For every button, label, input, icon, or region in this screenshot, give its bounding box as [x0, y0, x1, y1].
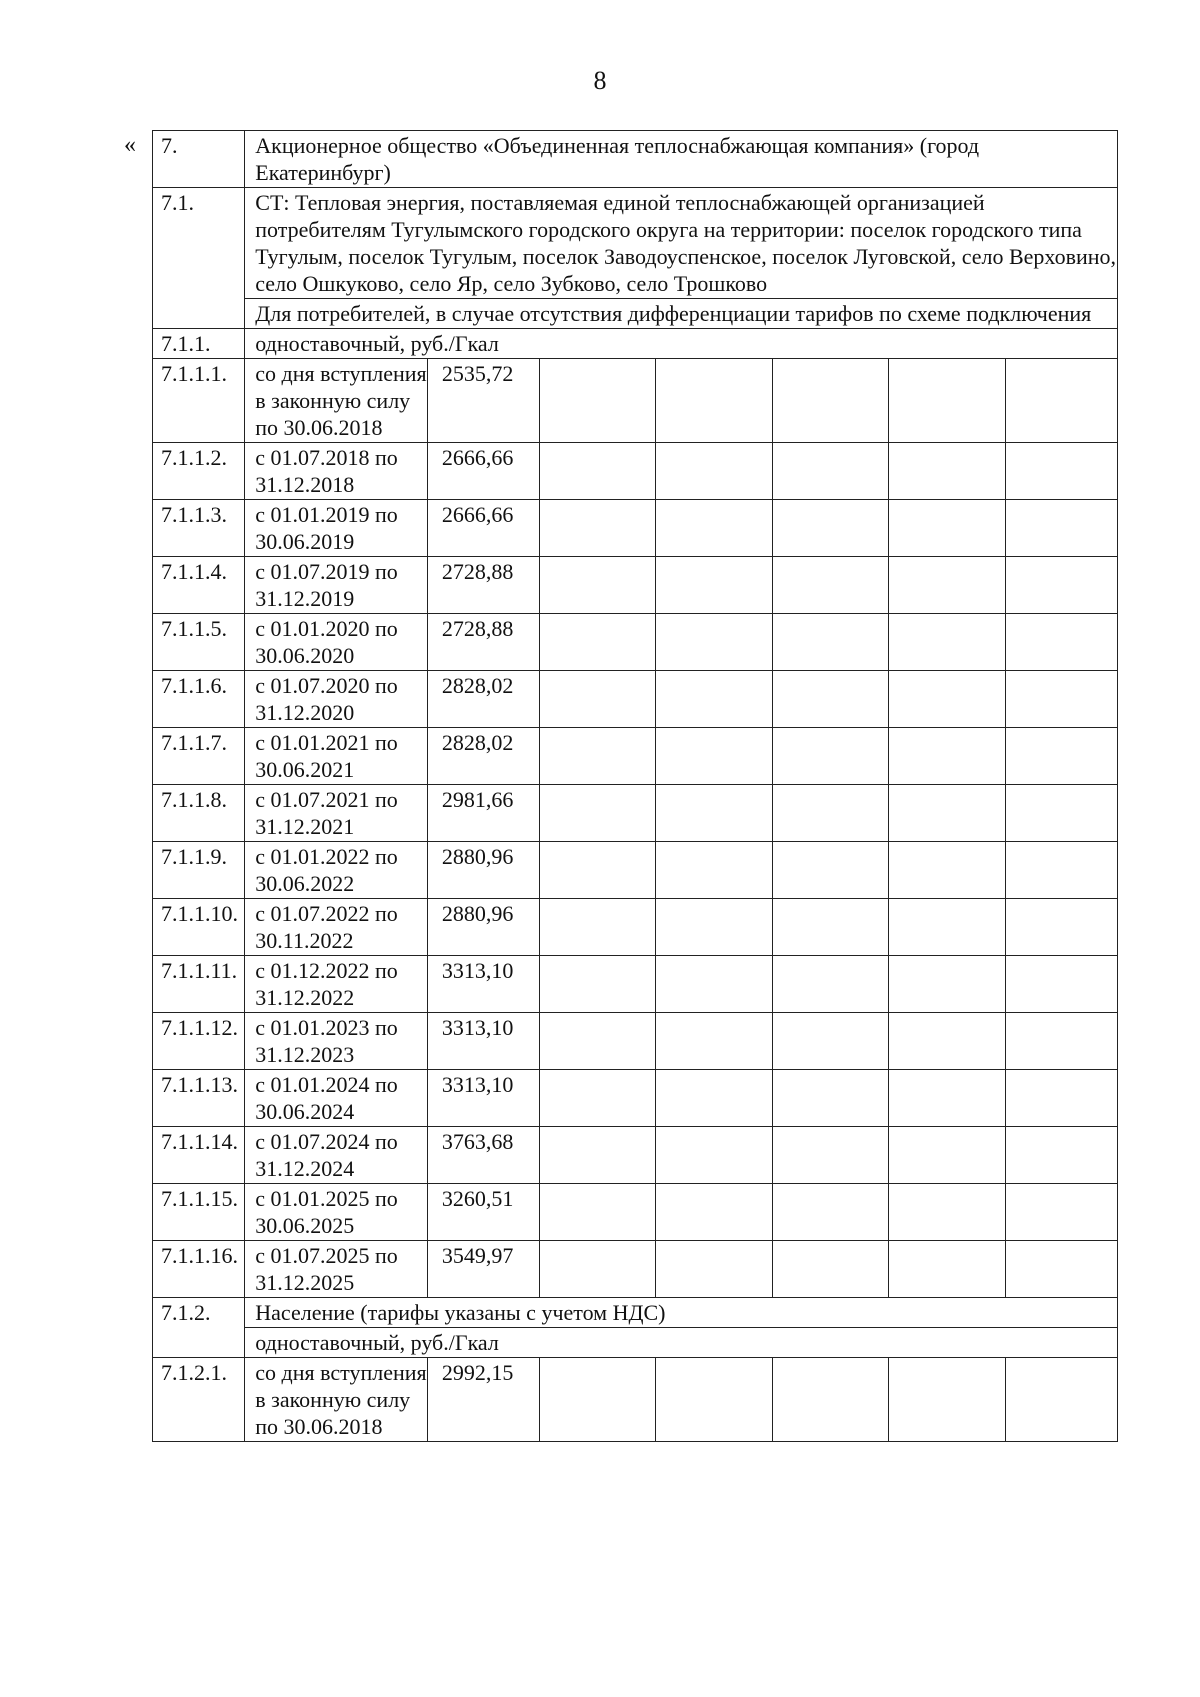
empty-cell	[1005, 1127, 1117, 1184]
consumers-note-row	[153, 299, 1118, 329]
tariff-row	[153, 1184, 1118, 1241]
row-period: с 01.07.2024 по 31.12.2024	[245, 1127, 428, 1184]
row-period: с 01.12.2022 по 31.12.2022	[245, 956, 428, 1013]
tariff-row	[153, 785, 1118, 842]
empty-cell	[772, 1070, 888, 1127]
row-value: 2981,66	[427, 785, 539, 842]
tariff-row	[153, 671, 1118, 728]
tariff-row	[153, 1358, 1118, 1442]
group1-label: одноставочный, руб./Гкал	[245, 329, 1118, 359]
row-period: с 01.01.2023 по 31.12.2023	[245, 1013, 428, 1070]
empty-cell	[889, 1127, 1005, 1184]
empty-cell	[656, 671, 772, 728]
tariff-row	[153, 1013, 1118, 1070]
row-number: 7.1.1.13.	[153, 1070, 245, 1127]
row-number: 7.1.1.5.	[153, 614, 245, 671]
empty-cell	[1005, 671, 1117, 728]
subsection-row	[153, 188, 1118, 299]
row-value: 3260,51	[427, 1184, 539, 1241]
row-value: 2728,88	[427, 614, 539, 671]
tariff-row	[153, 1070, 1118, 1127]
row-value: 3313,10	[427, 1013, 539, 1070]
empty-cell	[889, 728, 1005, 785]
empty-cell	[540, 728, 656, 785]
empty-cell	[656, 1127, 772, 1184]
row-number: 7.1.1.12.	[153, 1013, 245, 1070]
row-number: 7.1.1.11.	[153, 956, 245, 1013]
row-value: 3313,10	[427, 956, 539, 1013]
row-value: 2666,66	[427, 500, 539, 557]
row-period: с 01.07.2018 по 31.12.2018	[245, 443, 428, 500]
empty-cell	[540, 1013, 656, 1070]
tariff-row	[153, 842, 1118, 899]
row-period: со дня вступления в законную силу по 30.06.2018	[245, 1358, 428, 1442]
empty-cell	[540, 1184, 656, 1241]
empty-cell	[540, 1241, 656, 1298]
group2-label: одноставочный, руб./Гкал	[245, 1328, 1118, 1358]
row-number: 7.1.1.1.	[153, 359, 245, 443]
tariff-row	[153, 359, 1118, 443]
group1-header-row	[153, 329, 1118, 359]
row-period: с 01.01.2021 по 30.06.2021	[245, 728, 428, 785]
row-number: 7.1.1.3.	[153, 500, 245, 557]
empty-cell	[772, 614, 888, 671]
tariff-row	[153, 728, 1118, 785]
row-number: 7.1.1.6.	[153, 671, 245, 728]
section-row	[153, 131, 1118, 188]
tariff-table-body	[153, 131, 1118, 1442]
empty-cell	[889, 1358, 1005, 1442]
empty-cell	[772, 1184, 888, 1241]
tariff-row	[153, 899, 1118, 956]
empty-cell	[772, 1127, 888, 1184]
row-number: 7.1.1.15.	[153, 1184, 245, 1241]
row-number: 7.1.1.10.	[153, 899, 245, 956]
tariff-row	[153, 443, 1118, 500]
tariff-row	[153, 1241, 1118, 1298]
subsection-title: СТ: Тепловая энергия, поставляемая единой теплоснабжающей организацией потребителям Тугулымского городского округа на территории: поселок городского типа Тугулым, поселок Тугулым, поселок Заводоуспенское, поселок Луговской, село Верховино, село Ошкуково, село Яр, село Зубково, село Трошково	[245, 188, 1118, 299]
empty-cell	[1005, 956, 1117, 1013]
empty-cell	[889, 956, 1005, 1013]
empty-cell	[540, 842, 656, 899]
empty-cell	[656, 500, 772, 557]
empty-cell	[772, 443, 888, 500]
row-value: 2728,88	[427, 557, 539, 614]
tariff-row	[153, 1127, 1118, 1184]
empty-cell	[656, 956, 772, 1013]
empty-cell	[889, 443, 1005, 500]
consumers-note: Для потребителей, в случае отсутствия дифференциации тарифов по схеме подключения	[245, 299, 1118, 329]
empty-cell	[1005, 899, 1117, 956]
empty-cell	[1005, 1358, 1117, 1442]
empty-cell	[889, 614, 1005, 671]
empty-cell	[889, 1241, 1005, 1298]
empty-cell	[772, 842, 888, 899]
empty-cell	[540, 671, 656, 728]
empty-cell	[1005, 500, 1117, 557]
empty-cell	[1005, 1184, 1117, 1241]
row-value: 3313,10	[427, 1070, 539, 1127]
empty-cell	[889, 1070, 1005, 1127]
row-number: 7.1.1.7.	[153, 728, 245, 785]
empty-cell	[772, 671, 888, 728]
row-value: 2992,15	[427, 1358, 539, 1442]
empty-cell	[772, 728, 888, 785]
empty-cell	[889, 899, 1005, 956]
empty-cell	[656, 1241, 772, 1298]
group2-title-row	[153, 1298, 1118, 1328]
row-period: с 01.01.2022 по 30.06.2022	[245, 842, 428, 899]
group2-label-row	[153, 1328, 1118, 1358]
row-period: с 01.01.2024 по 30.06.2024	[245, 1070, 428, 1127]
page-number: 8	[593, 66, 607, 95]
row-period: с 01.01.2025 по 30.06.2025	[245, 1184, 428, 1241]
row-period: с 01.01.2019 по 30.06.2019	[245, 500, 428, 557]
row-period: с 01.07.2025 по 31.12.2025	[245, 1241, 428, 1298]
empty-cell	[1005, 443, 1117, 500]
empty-cell	[656, 557, 772, 614]
tariff-table	[152, 130, 1118, 1442]
empty-cell	[1005, 785, 1117, 842]
empty-cell	[1005, 557, 1117, 614]
empty-cell	[772, 557, 888, 614]
empty-cell	[540, 359, 656, 443]
empty-cell	[772, 785, 888, 842]
empty-cell	[540, 614, 656, 671]
empty-cell	[889, 785, 1005, 842]
row-period: с 01.07.2020 по 31.12.2020	[245, 671, 428, 728]
section-number: 7.	[153, 131, 245, 188]
row-value: 3549,97	[427, 1241, 539, 1298]
empty-cell	[540, 1358, 656, 1442]
empty-cell	[540, 1127, 656, 1184]
row-period: со дня вступления в законную силу по 30.06.2018	[245, 359, 428, 443]
empty-cell	[656, 785, 772, 842]
empty-cell	[889, 500, 1005, 557]
group2-title: Население (тарифы указаны с учетом НДС)	[245, 1298, 1118, 1328]
empty-cell	[889, 1013, 1005, 1070]
empty-cell	[772, 359, 888, 443]
group1-number: 7.1.1.	[153, 329, 245, 359]
empty-cell	[889, 1184, 1005, 1241]
row-value: 3763,68	[427, 1127, 539, 1184]
empty-cell	[1005, 1070, 1117, 1127]
empty-cell	[540, 500, 656, 557]
row-value: 2666,66	[427, 443, 539, 500]
empty-cell	[656, 614, 772, 671]
tariff-row	[153, 500, 1118, 557]
row-period: с 01.01.2020 по 30.06.2020	[245, 614, 428, 671]
row-value: 2880,96	[427, 842, 539, 899]
empty-cell	[656, 443, 772, 500]
row-period: с 01.07.2019 по 31.12.2019	[245, 557, 428, 614]
empty-cell	[656, 359, 772, 443]
empty-cell	[540, 785, 656, 842]
empty-cell	[889, 671, 1005, 728]
row-number: 7.1.1.14.	[153, 1127, 245, 1184]
empty-cell	[540, 1070, 656, 1127]
row-number: 7.1.1.16.	[153, 1241, 245, 1298]
subsection-number: 7.1.	[153, 188, 245, 329]
empty-cell	[540, 956, 656, 1013]
empty-cell	[656, 1013, 772, 1070]
row-value: 2535,72	[427, 359, 539, 443]
empty-cell	[889, 842, 1005, 899]
empty-cell	[889, 557, 1005, 614]
row-number: 7.1.1.2.	[153, 443, 245, 500]
row-period: с 01.07.2021 по 31.12.2021	[245, 785, 428, 842]
empty-cell	[1005, 1013, 1117, 1070]
group2-number: 7.1.2.	[153, 1298, 245, 1358]
empty-cell	[772, 956, 888, 1013]
empty-cell	[1005, 359, 1117, 443]
empty-cell	[656, 842, 772, 899]
empty-cell	[1005, 728, 1117, 785]
row-number: 7.1.1.4.	[153, 557, 245, 614]
empty-cell	[772, 500, 888, 557]
tariff-row	[153, 557, 1118, 614]
empty-cell	[656, 899, 772, 956]
empty-cell	[540, 443, 656, 500]
tariff-row	[153, 614, 1118, 671]
row-number: 7.1.1.9.	[153, 842, 245, 899]
empty-cell	[772, 1013, 888, 1070]
empty-cell	[656, 1184, 772, 1241]
empty-cell	[1005, 842, 1117, 899]
row-value: 2880,96	[427, 899, 539, 956]
section-title: Акционерное общество «Объединенная теплоснабжающая компания» (город Екатеринбург)	[245, 131, 1118, 188]
empty-cell	[656, 728, 772, 785]
row-period: с 01.07.2022 по 30.11.2022	[245, 899, 428, 956]
row-number: 7.1.2.1.	[153, 1358, 245, 1442]
empty-cell	[656, 1358, 772, 1442]
empty-cell	[540, 899, 656, 956]
empty-cell	[1005, 1241, 1117, 1298]
row-value: 2828,02	[427, 671, 539, 728]
row-value: 2828,02	[427, 728, 539, 785]
empty-cell	[540, 557, 656, 614]
empty-cell	[889, 359, 1005, 443]
empty-cell	[772, 1241, 888, 1298]
empty-cell	[656, 1070, 772, 1127]
empty-cell	[1005, 614, 1117, 671]
row-number: 7.1.1.8.	[153, 785, 245, 842]
opening-quote-mark: «	[124, 132, 136, 158]
tariff-row	[153, 956, 1118, 1013]
empty-cell	[772, 1358, 888, 1442]
empty-cell	[772, 899, 888, 956]
